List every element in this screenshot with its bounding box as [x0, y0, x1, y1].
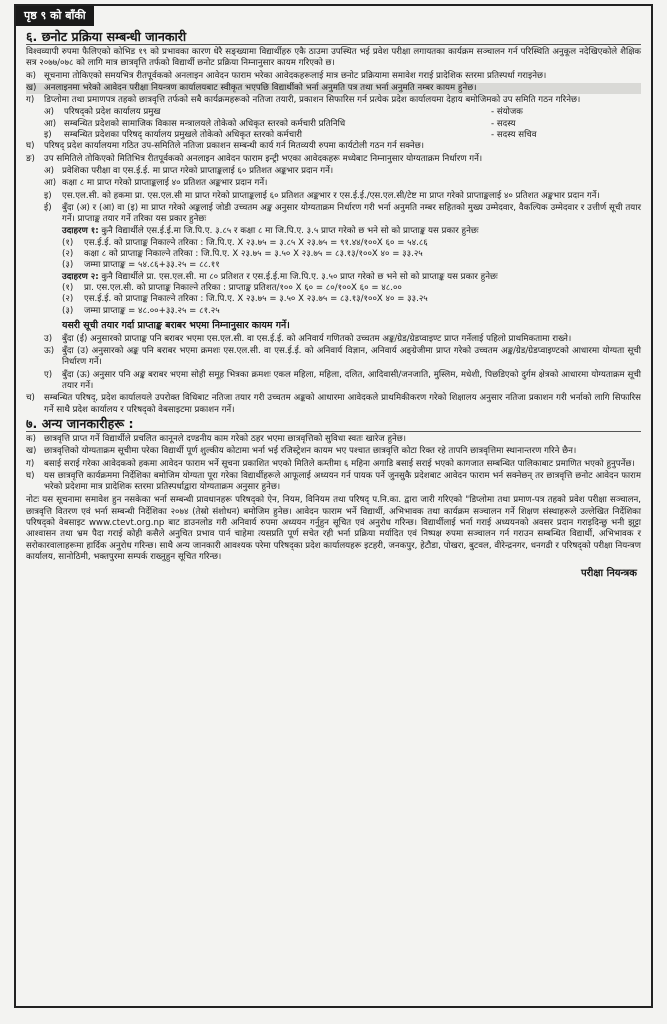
list-item: घ) यस छात्रवृत्ति कार्यक्रममा निर्देशिका बमोजिम योग्यता पूरा गरेका विद्यार्थीहरूले आफूलाई अध्ययन गर्न पायक पर्ने जुनसुकै प्रदेशबाट आवेदन फाराम भर्न सक्नेछन् तर छात्रवृत्ति छनोट आवेदन फाराम भरेको प्रदेशमा मात्र प्रादेशिक स्तरमा प्रतिस्पर्धाद्वारा योग्यताक्रम अनुसार हुनेछ। — [26, 470, 641, 493]
list-item: क) छात्रवृत्ति प्राप्त गर्ने विद्यार्थीले प्रचलित कानूनले दण्डनीय काम गरेको ठहर भएमा छात्रवृत्तिको सुविधा स्वतः खारेज हुनेछ। — [26, 433, 407, 444]
formula-line: (१) प्रा. एस.एल.सी. को प्राप्ताङ्क निकाल्ने तरिका : प्राप्ताङ्क प्रतिशत/१०० X ६० = ८०/१००X ६० = ४८.०० — [62, 282, 402, 293]
formula-line: (३) जम्मा प्राप्ताङ्क = ५४.८६+३३.२५ = ८८.११ — [62, 260, 220, 271]
sub-list-item: उ) बुँदा (ई) अनुसारको प्राप्ताङ्क पनि बराबर भएमा एस.एल.सी. वा एस.ई.ई. को अनिवार्य गणितको उच्चतम अङ्क/ग्रेड/ग्रेडप्वाइण्ट प्राप्त गर्नेलाई पहिलो प्राथमिकतामा राख्ने। — [44, 333, 572, 344]
section-6-title: ६. छनोट प्रक्रिया सम्बन्धी जानकारी — [26, 30, 641, 45]
sub-list-item: इ) एस.एल.सी. को हकमा प्रा. एस.एल.सी मा प्राप्त गरेको प्राप्ताङ्कलाई ६० प्रतिशत अङ्कभार र एस.ई.ई./एस.एल.सी/टेष्ट मा प्राप्त गरेको प्राप्ताङ्कलाई ४० प्रतिशत अङ्कभार प्रदान गर्ने। — [44, 190, 600, 201]
sub-list-item: ए) बुँदा (ऊ) अनुसार पनि अङ्क बराबर भएमा सोही समूह भित्रका क्रमशः एकल महिला, महिला, दलित, आदिवासी/जनजाति, मुस्लिम, मधेशी, पिछडिएको दुर्गम क्षेत्रको आधारमा योग्यताक्रम सूची तयार गर्ने। — [44, 369, 641, 392]
sub-list-item: अ) प्रवेशिका परीक्षा वा एस.ई.ई. मा प्राप्त गरेको प्राप्ताङ्कलाई ६० प्रतिशत अङ्कभार प्रदान गर्ने। — [44, 165, 334, 176]
section-6-intro: विश्वव्यापी रुपमा फैलिएको कोभिड १९ को प्रभावका कारण धेरै सङ्ख्यामा विद्यार्थीहरु एकै ठाउमा उपस्थित भई प्रवेश परीक्षा लगायतका कार्यक्रम सञ्चालन गर्न परिस्थिति अनुकूल नदेखिएकोले शैक्षिक सत्र २०७७/०७८ को लागि मात्र छात्रवृत्ति तर्फको विद्यार्थी छनोट प्रक्रिया निम्नानुसार कायम गरिएको छ। — [26, 47, 641, 69]
formula-line: (१) एस.ई.ई. को प्राप्ताङ्क निकाल्ने तरिका : जि.पि.ए. X २३.७५ = ३.८५ X २३.७५ = ९१.४४/१००X ६० = ५४.८६ — [62, 237, 428, 248]
list-item: ख) छात्रवृत्तिको योग्यताक्रम सूचीमा परेका विद्यार्थी पूर्ण शुल्कीय कोटामा भर्ना भई रजिस्ट्रेशन कायम भए पश्चात छात्रवृत्ति कोटा रिक्त रहे तापनि छात्रवृत्तिमा स्थानान्तरण गरिने छैन। — [26, 446, 577, 457]
list-item: क) सूचनामा तोकिएको समयभित्र रीतपूर्वकको अनलाइन आवेदन फाराम भरेका आवेदकहरूलाई मात्र छनोट प्रक्रियामा समावेश गराई प्रादेशिक स्तरमा प्रतिस्पर्धा गराइनेछ। — [26, 70, 547, 81]
note-paragraph: नोटः यस सूचनामा समावेश हुन नसकेका भर्ना सम्बन्धी प्रावधानहरू परिषद्‌को ऐन, नियम, विनियम तथा परिषद् प.नि.का. द्वारा जारी गरिएको "डिप्लोमा तथा प्रमाण-पत्र तहको प्रवेश परीक्षा सञ्चालन, छात्रवृत्ति वितरण एवं भर्ना सम्बन्धी निर्देशिका २०७४ (तेस्रो संशोधन) बमोजिम हुनेछ। आवेदन फाराम भर्ने विद्यार्थी, अभिभावक तथा कार्यक्रम सञ्चालन गर्ने शिक्षण संस्थाहरूले उल्लेखित निर्देशिका परिषद्‌को वेबसाइट www.ctevt.org.np बाट डाउनलोड गरी अनिवार्य रुपमा अध्ययन गर्नुहुन सूचित एवं अनुरोध गरिन्छ। विद्यार्थीलाई भर्ना गराई अध्ययनको अवसर प्रदान गराइदिन्छु भनी झुट्टा आश्वासन तथा भ्रम पैदा गराई कोही कसैले अनुचित प्रभाव पार्न चाहेमा त्यसप्रति पूर्ण सचेत रही भर्ना प्रक्रिया मर्यादित एवं निष्पक्ष रुपमा सञ्चालन गर्न गराउन सम्बन्धित विद्यार्थी, अभिभावक र सरोकारवालाहरूमा हार्दिक अनुरोध गरिन्छ। साथै अन्य जानकारी आवश्यक परेमा परिषद्‌का प्रदेश कार्यालयहरू इटहरी, जनकपुर, हेटौडा, पोखरा, बुटवल, वीरेन्द्रनगर, धनगढी र परिषद्‌को परीक्षा नियन्त्रण कार्यालय, सानोठिमी, भक्तपुरमा सम्पर्क राख्नुहुन सूचित गरिन्छ। — [26, 495, 641, 562]
committee-member: अ) परिषद्‌को प्रदेश कार्यालय प्रमुख - संयोजक — [44, 107, 523, 118]
sub-list-item: ई) बुँदा (अ) र (आ) वा (इ) मा प्राप्त गरेको अङ्कलाई जोडी उच्चतम अङ्क अनुसार योग्यताक्रम निर्धारण गरी भर्ना अनुमति नम्बर सहितको मुख्य उम्मेदवार, वैकल्पिक उम्मेदवार र उत्तीर्ण सूची तयार गर्ने। प्राप्ताङ्क तयार गर्ने तरिका यस प्रकार हुनेछः — [44, 202, 641, 225]
list-item: ङ) उप समितिले तोकिएको मितिभित्र रीतपूर्वकको अनलाइन आवेदन फाराम इन्ट्री भएका आवेदकहरू मध्येबाट निम्नानुसार योग्यताक्रम निर्धारण गर्ने। — [26, 153, 483, 164]
continuation-tag: पृष्ठ ९ को बाँकी — [16, 6, 94, 26]
tie-break-heading: यसरी सूची तयार गर्दा प्राप्ताङ्क बराबर भएमा निम्नानुसार कायम गर्ने। — [62, 319, 290, 331]
committee-member: इ) सम्बन्धित प्रदेशका परिषद् कार्यालय प्रमुखले तोकेको अधिकृत स्तरको कर्मचारी - सदस्य सचिव — [44, 130, 537, 141]
section-7-title: ७. अन्य जानकारीहरू : — [26, 417, 641, 432]
formula-line: (३) जम्मा प्राप्ताङ्क = ४८.००+३३.२५ = ८१.२५ — [62, 305, 220, 316]
example-2-heading: उदाहरण २: कुनै विद्यार्थीले प्रा. एस.एल.सी. मा ८० प्रतिशत र एस.ई.ई.मा जि.पि.ए. ३.५० प्राप्त गरेको छ भने सो को प्राप्ताङ्क यस प्रकार हुनेछः — [62, 271, 498, 282]
formula-line: (२) कक्षा ८ को प्राप्ताङ्क निकाल्ने तरिका : जि.पि.ए. X २३.७५ = ३.५० X २३.७५ = ८३.१३/१००X ४० = ३३.२५ — [62, 249, 423, 260]
list-item: घ) परिषद् प्रदेश कार्यालयमा गठित उप-समितिले नतिजा प्रकाशन सम्बन्धी कार्य गर्न मितव्ययी रुपमा कार्यटोली गठन गर्न सक्नेछ। — [26, 141, 425, 152]
list-item: च) सम्बन्धित परिषद्, प्रदेश कार्यालयले उपरोक्त विधिबाट नतिजा तयार गरी उच्चतम अङ्कको आधारमा आवेदकले प्राथमिकीकरण गरेको शिक्षालय अनुसार नतिजा प्रकाशन गरी भर्नाको लागि सिफारिस गर्ने साथै प्रदेश कार्यालय र परिषद्‌को वेबसाइटमा प्रकाशन गर्ने। — [26, 393, 641, 415]
list-item: ख) अनलाइनमा भरेको आवेदन परीक्षा नियन्त्रण कार्यालयबाट स्वीकृत भएपछि विद्यार्थीको भर्ना अनुमति पत्र तथा भर्ना अनुमति नम्बर कायम हुनेछ। — [26, 83, 641, 94]
formula-line: (२) एस.ई.ई. को प्राप्ताङ्क निकाल्ने तरिका : जि.पि.ए. X २३.७५ = ३.५० X २३.७५ = ८३.१३/१००X ४० = ३३.२५ — [62, 294, 428, 305]
signature-block: परीक्षा नियन्त्रक — [581, 568, 637, 580]
list-item: ग) बसाई सराई गरेका आवेदकको हकमा आवेदन फाराम भर्ने सूचना प्रकाशित भएको मितिले कम्तीमा ६ महिना अगाडि बसाई सराई भएको कागजात सम्बन्धित पालिकाबाट प्रमाणित भएको हुनुपर्नेछ। — [26, 458, 635, 469]
notice-frame — [14, 4, 653, 1008]
example-1-heading: उदाहरण १: कुनै विद्यार्थीले एस.ई.ई.मा जि.पि.ए. ३.८५ र कक्षा ८ मा जि.पि.ए. ३.५ प्राप्त गरेको छ भने सो को प्राप्ताङ्क यस प्रकार हुनेछः — [62, 226, 479, 237]
sub-list-item: आ) कक्षा ८ मा प्राप्त गरेको प्राप्ताङ्कलाई ४० प्रतिशत अङ्कभार प्रदान गर्ने। — [44, 178, 268, 189]
list-item: ग) डिप्लोमा तथा प्रमाणपत्र तहको छात्रवृत्ति तर्फको सबै कार्यक्रमहरूको नतिजा तयारी, प्रकाशन सिफारिस गर्न प्रत्येक प्रदेश कार्यालयमा देहाय बमोजिमको उप समिति गठन गरिनेछ। — [26, 95, 581, 106]
sub-list-item: ऊ) बुँदा (उ) अनुसारको अङ्क पनि बराबर भएमा क्रमशः एस.एल.सी. वा एस.ई.ई. को अनिवार्य विज्ञान, अनिवार्य अङ्ग्रेजीमा प्राप्त गरेको उच्चतम अङ्क/ग्रेड/ग्रेडप्वाइण्टको आधारमा योग्यता सूची निर्धारण गर्ने। — [44, 346, 641, 368]
committee-member: आ) सम्बन्धित प्रदेशको सामाजिक विकास मन्त्रालयले तोकेको अधिकृत स्तरको कर्मचारी प्रतिनिधि - सदस्य — [44, 118, 516, 129]
